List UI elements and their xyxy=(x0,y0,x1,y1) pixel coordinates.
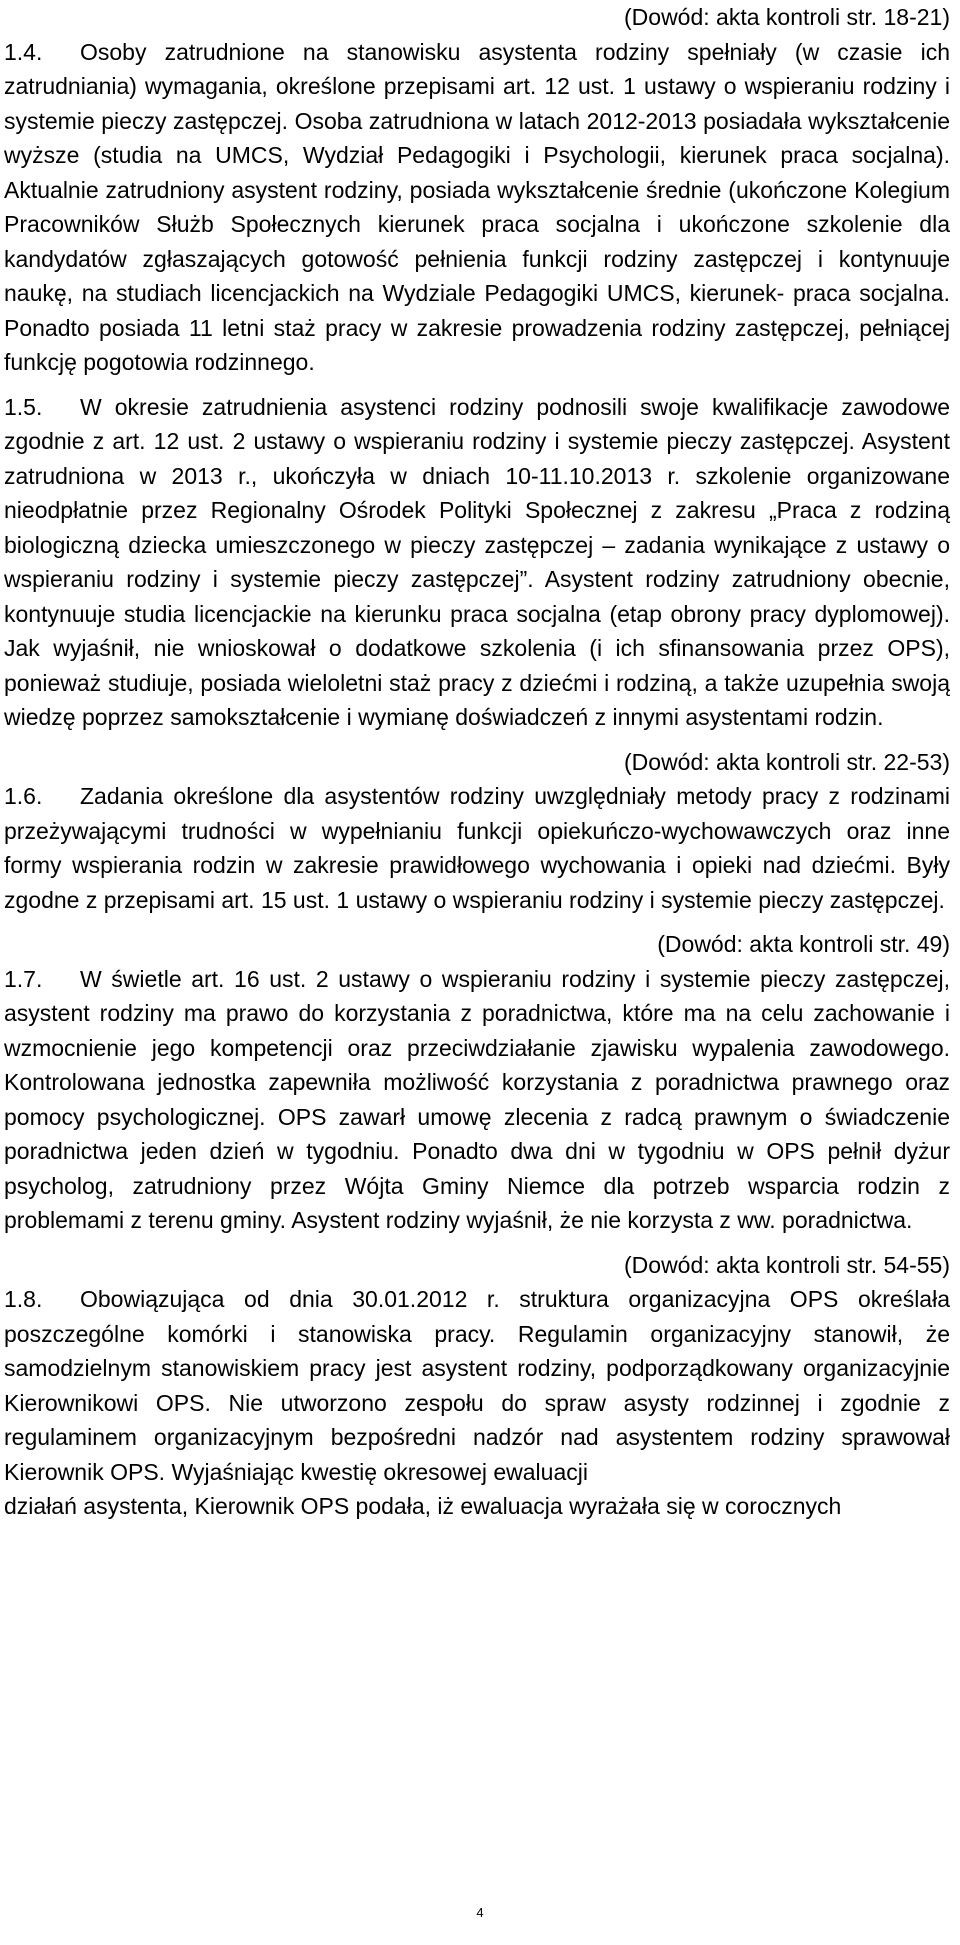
section-text: Obowiązująca od dnia 30.01.2012 r. struktura organizacyjna OPS określała poszczególne komórki i stanowiska pracy. Regulamin organizacyjny stanowił, że samodzielnym stanowiskiem pracy jest asystent rodziny, podporządkowany organizacyjnie Kierownikowi OPS. Nie utworzono zespołu do spraw asysty rodzinnej i zgodnie z regulaminem organizacyjnym bezpośredni nadzór nad asystentem rodziny sprawował Kierownik OPS. Wyjaśniając kwestię okresowej ewaluacji xyxy=(4,1286,950,1485)
section-text: W świetle art. 16 ust. 2 ustawy o wspieraniu rodziny i systemie pieczy zastępczej, asystent rodziny ma prawo do korzystania z poradnictwa, które ma na celu zachowanie i wzmocnienie jego kompetencji oraz przeciwdziałanie zjawisku wypalenia zawodowego. Kontrolowana jednostka zapewniła możliwość korzystania z poradnictwa prawnego oraz pomocy psychologicznej. OPS zawarł umowę zlecenia z radcą prawnym o świadczenie poradnictwa jeden dzień w tygodniu. Ponadto dwa dni w tygodniu w OPS pełnił dyżur psycholog, zatrudniony przez Wójta Gminy Niemce dla potrzeb wsparcia rodzin z problemami z terenu gminy. Asystent rodziny wyjaśnił, że nie korzysta z ww. poradnictwa. xyxy=(4,965,950,1233)
source-note: (Dowód: akta kontroli str. 49) xyxy=(657,931,950,957)
section-text: W okresie zatrudnienia asystenci rodziny podnosili swoje kwalifikacje zawodowe zgodnie z art. 12 ust. 2 ustawy o wspieraniu rodziny i systemie pieczy zastępczej. Asystent zatrudniona w 2013 r., ukończyła w dniach 10-11.10.2013 r. szkolenie organizowane nieodpłatnie przez Regionalny Ośrodek Polityki Społecznej z zakresu „Praca z rodziną biologiczną dziecka umieszczonego w pieczy zastępczej – zadania wynikające z ustawy o wspieraniu rodziny i systemie pieczy zastępczej”. Asystent rodziny zatrudniony obecnie, kontynuuje studia licencjackie na kierunku praca socjalna (etap obrony pracy dyplomowej). Jak wyjaśnił, nie wnioskował o dodatkowe szkolenia (i ich sfinansowania przez OPS), ponieważ studiuje, posiada wieloletni staż pracy z dziećmi i rodziną, a także uzupełnia swoją wiedzę poprzez samokształcenie i wymianę doświadczeń z innymi asystentami rodzin. xyxy=(4,393,950,730)
section-continuation: działań asystenta, Kierownik OPS podała, iż ewaluacja wyrażała się w corocznych xyxy=(4,1493,842,1519)
section-number: 1.4. xyxy=(4,38,43,65)
source-note: (Dowód: akta kontroli str. 22-53) xyxy=(624,748,950,775)
section-number: 1.6. xyxy=(4,783,43,809)
source-note: (Dowód: akta kontroli str. 54-55) xyxy=(624,1251,950,1278)
section-1-7 xyxy=(4,962,950,1238)
section-text: Osoby zatrudnione na stanowisku asystenta rodziny spełniały (w czasie ich zatrudniania) wymagania, określone przepisami art. 12 ust. 1 ustawy o wspieraniu rodziny i systemie pieczy zastępczej. Osoba zatrudniona w latach 2012-2013 posiadała wykształcenie wyższe (studia na UMCS, Wydział Pedagogiki i Psychologii, kierunek praca socjalna). Aktualnie zatrudniony asystent rodziny, posiada wykształcenie średnie (ukończone Kolegium Pracowników Służb Społecznych kierunek praca socjalna i ukończone szkolenie dla kandydatów zgłaszających gotowość pełnienia funkcji rodziny zastępczej i kontynuuje naukę, na studiach licencjackich na Wydziale Pedagogiki UMCS, kierunek- praca socjalna. Ponadto posiada 11 letni staż pracy w zakresie prowadzenia rodziny zastępczej, pełniącej funkcję pogotowia rodzinnego. xyxy=(4,38,950,375)
section-1-5 xyxy=(4,390,950,735)
section-1-8 xyxy=(4,1282,950,1489)
section-number: 1.5. xyxy=(4,393,43,420)
section-number: 1.7. xyxy=(4,965,43,992)
document-content xyxy=(4,0,950,1524)
page-number: 4 xyxy=(476,1905,484,1920)
section-1-6 xyxy=(4,779,950,917)
section-1-4 xyxy=(4,35,950,380)
section-text: Zadania określone dla asystentów rodziny uwzględniały metody pracy z rodzinami przeżywającymi trudności w wypełnianiu funkcji opiekuńczo-wychowawczych oraz inne formy wspierania rodzin w zakresie prawidłowego wychowania i opieki nad dziećmi. Były zgodne z przepisami art. 15 ust. 1 ustawy o wspieraniu rodziny i systemie pieczy zastępczej. xyxy=(4,783,950,913)
section-number: 1.8. xyxy=(4,1286,43,1312)
source-note-top: (Dowód: akta kontroli str. 18-21) xyxy=(624,4,950,30)
